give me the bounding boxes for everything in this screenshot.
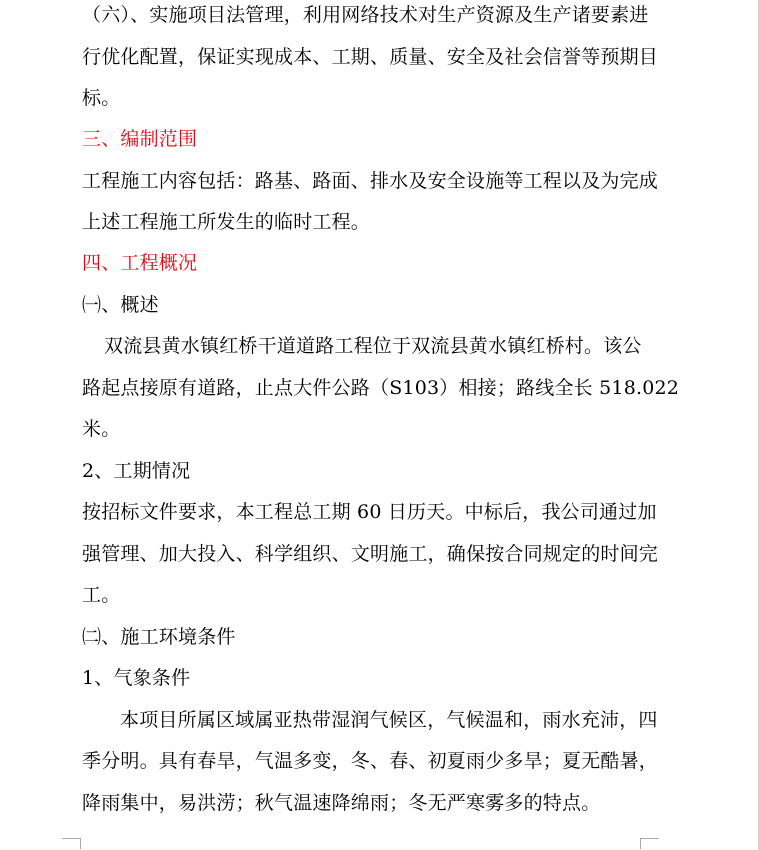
subheading-schedule: 2、工期情况 bbox=[82, 460, 191, 482]
paragraph-line: 标。 bbox=[82, 87, 121, 109]
paragraph-line: 上述工程施工所发生的临时工程。 bbox=[82, 211, 371, 233]
paragraph-line: 季分明。具有春旱，气温多变，冬、春、初夏雨少多旱；夏无酷暑， bbox=[82, 750, 659, 772]
paragraph-line: 本项目所属区域属亚热带湿润气候区，气候温和，雨水充沛，四 bbox=[120, 709, 658, 731]
paragraph-line: 强管理、加大投入、科学组织、文明施工，确保按合同规定的时间完 bbox=[82, 543, 659, 565]
paragraph-line: 工程施工内容包括：路基、路面、排水及安全设施等工程以及为完成 bbox=[82, 170, 659, 192]
page-corner-mark-left bbox=[62, 838, 81, 849]
subheading-weather: 1、气象条件 bbox=[82, 667, 191, 689]
subheading-summary: ㈠、概述 bbox=[82, 294, 159, 316]
paragraph-line: 路起点接原有道路，止点大件公路（S103）相接；路线全长 518.022 bbox=[82, 377, 680, 399]
page-corner-mark-right bbox=[640, 838, 659, 849]
paragraph-line: 米。 bbox=[82, 418, 121, 440]
paragraph-line: 行优化配置，保证实现成本、工期、质量、安全及社会信誉等预期目 bbox=[82, 46, 659, 68]
section-heading-overview: 四、工程概况 bbox=[82, 252, 198, 274]
paragraph-line: 降雨集中，易洪涝；秋气温速降绵雨；冬无严寒雾多的特点。 bbox=[82, 792, 601, 814]
subheading-environment: ㈡、施工环境条件 bbox=[82, 626, 236, 648]
paragraph-line: 按招标文件要求，本工程总工期 60 日历天。中标后，我公司通过加 bbox=[82, 501, 657, 523]
paragraph-line: 双流县黄水镇红桥干道道路工程位于双流县黄水镇红桥村。该公 bbox=[104, 335, 642, 357]
paragraph-line: 工。 bbox=[82, 584, 121, 606]
paragraph-line: （六）、实施项目法管理，利用网络技术对生产资源及生产诸要素进 bbox=[82, 4, 649, 26]
section-heading-scope: 三、编制范围 bbox=[82, 128, 198, 150]
